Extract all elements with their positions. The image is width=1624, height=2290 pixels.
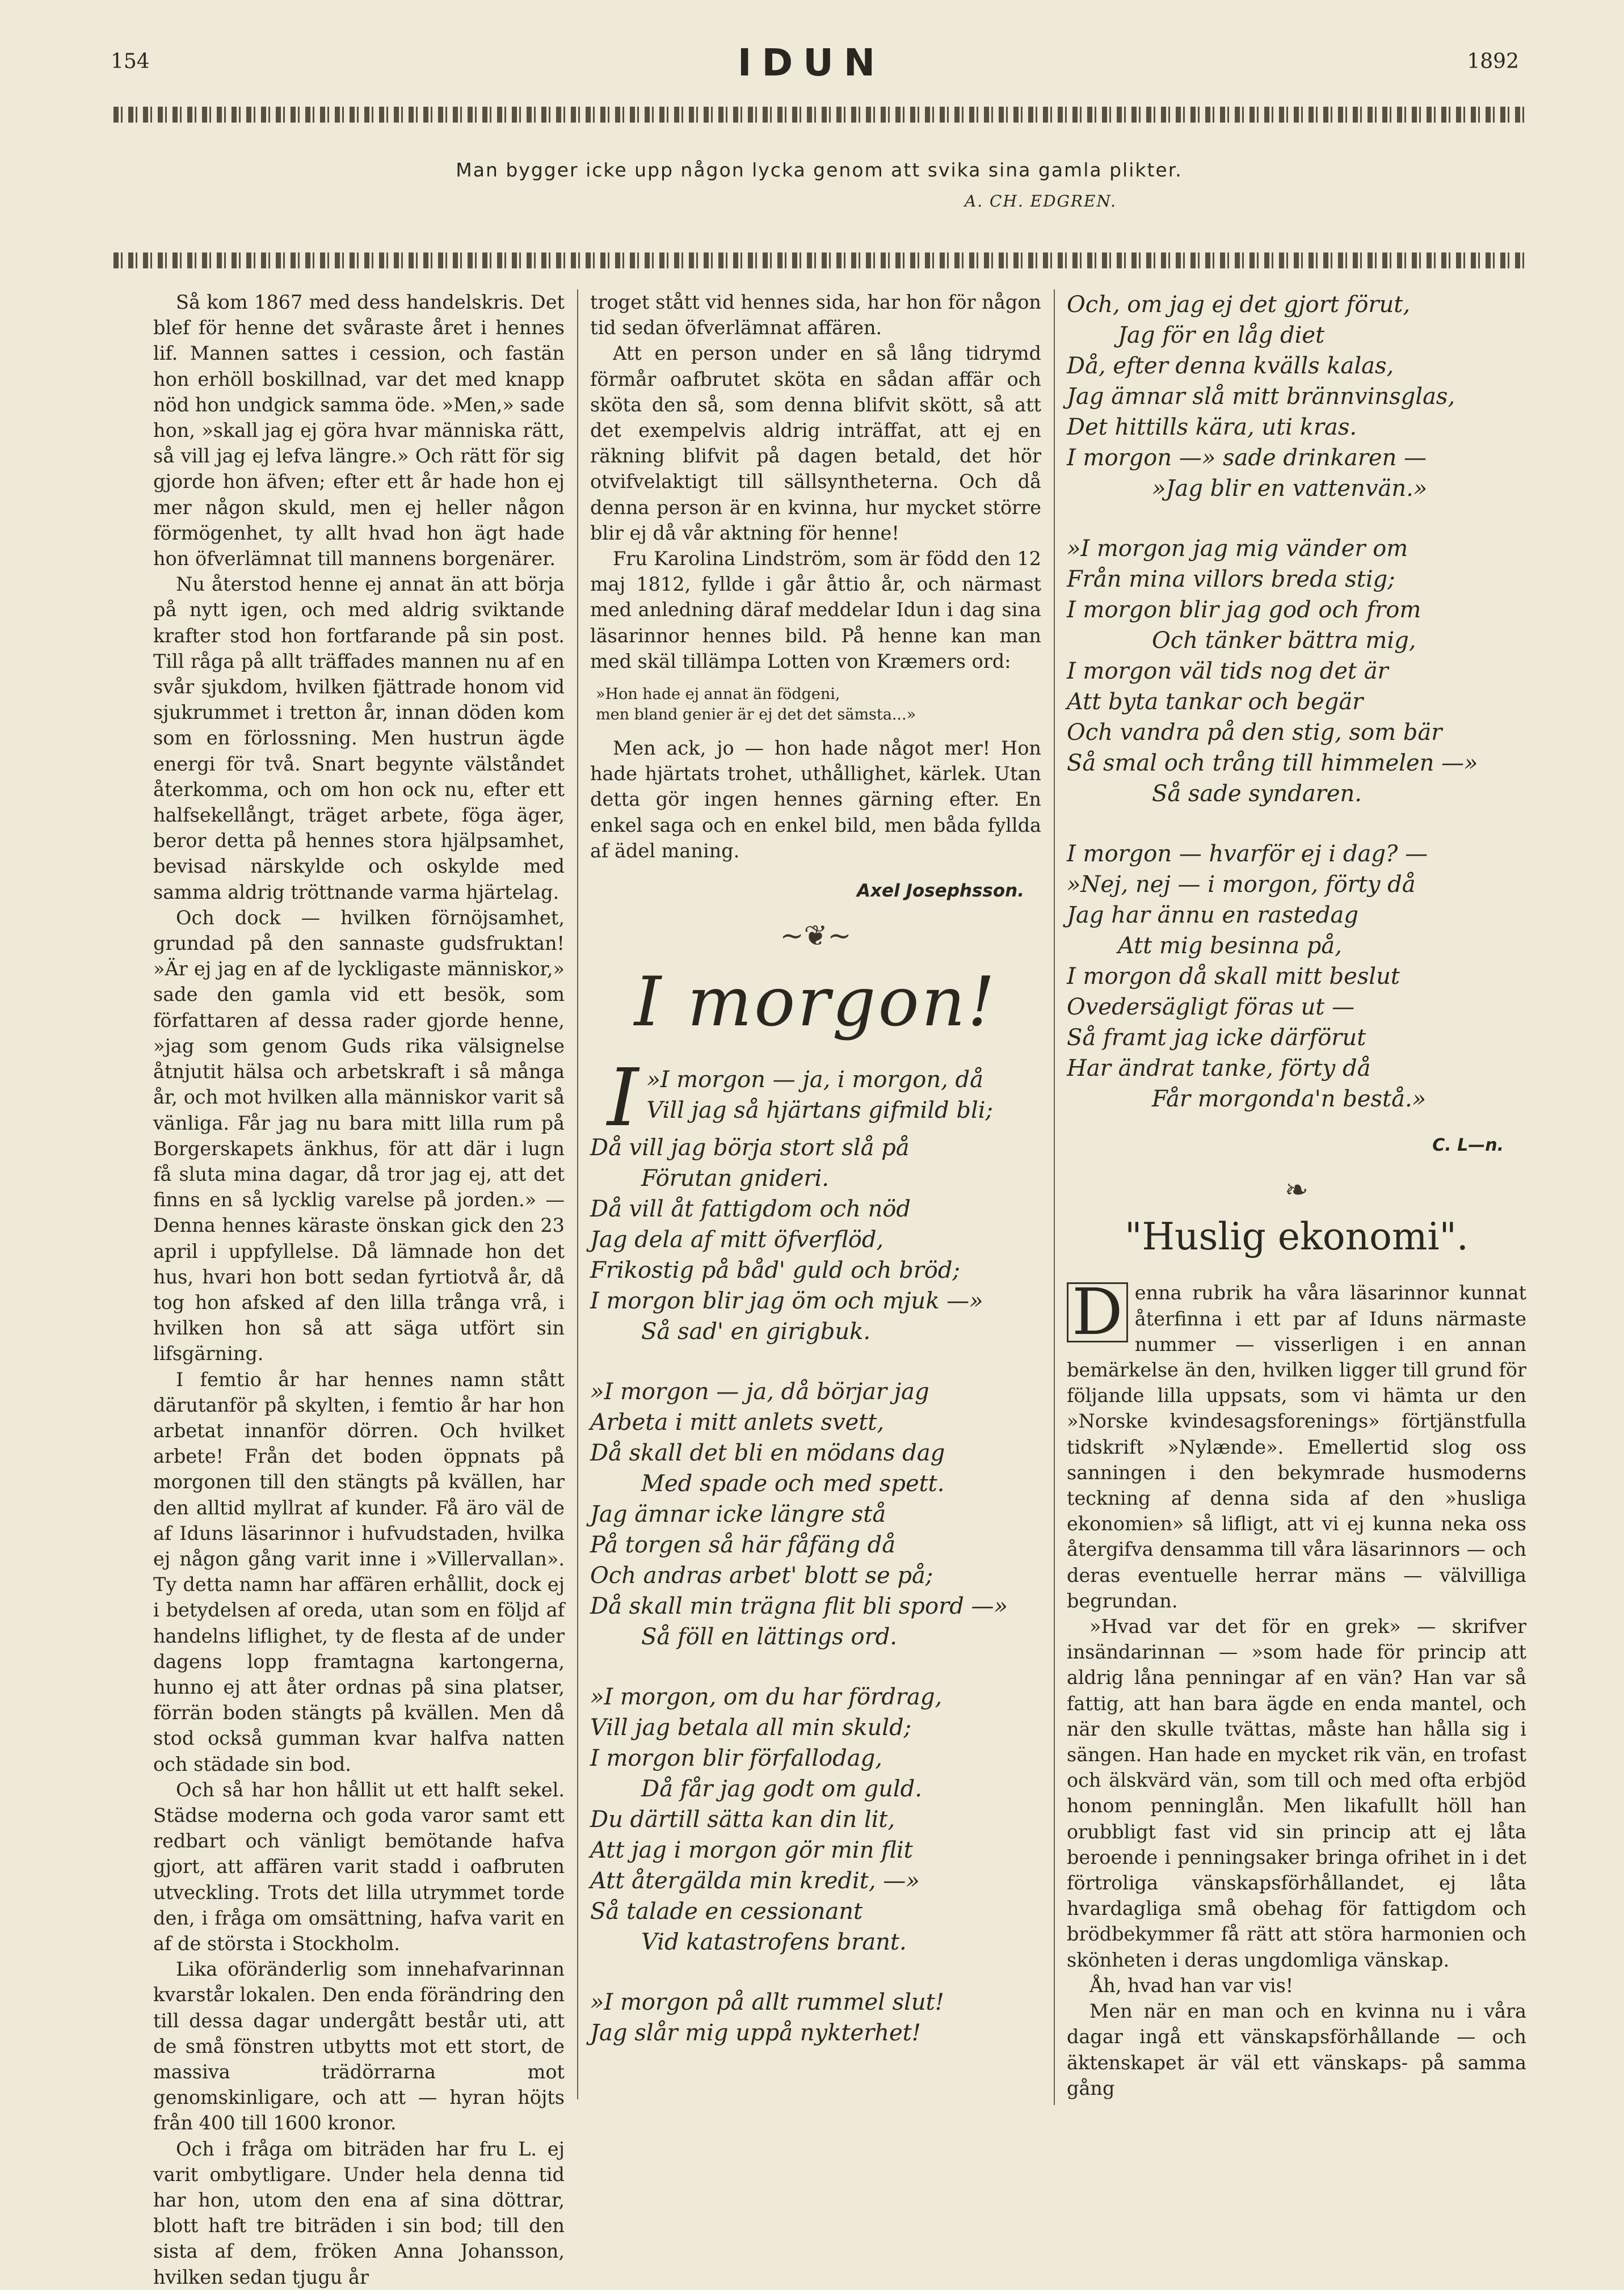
poem-line: Då vill åt fattigdom och nöd <box>590 1196 911 1223</box>
poem-line: Förutan gnideri. <box>641 1165 829 1192</box>
poem-line: Jag ämnar icke längre stå <box>590 1501 886 1528</box>
poem-line: I morgon då skall mitt beslut <box>1067 963 1400 990</box>
paragraph <box>1067 1276 1526 1614</box>
poem-line: Ovedersägligt föras ut — <box>1067 994 1355 1020</box>
column-2 <box>590 289 1041 2078</box>
paragraph: troget stått vid hennes sida, har hon för någon tid sedan öfverlämnat affären. <box>590 291 1041 339</box>
poem-line: Det hittills kära, uti kras. <box>1067 414 1357 440</box>
poem-line: Då, efter denna kvälls kalas, <box>1067 353 1394 379</box>
paragraph: Men när en man och en kvinna nu i våra dagar ingå ett vänskapsförhållande — och äktenskapet är väl ett vänskaps- på samma gång <box>1067 2000 1526 2099</box>
poem-line: Att mig besinna på, <box>1118 933 1342 959</box>
poem-line: I morgon väl tids nog det är <box>1067 658 1389 684</box>
poem-line: »Nej, nej — i morgon, förty då <box>1067 872 1416 898</box>
poem-stanza <box>590 1376 1041 1652</box>
poem-line: Så smal och trång till himmelen —» <box>1067 750 1478 776</box>
poem-line: Får morgonda'n bestå.» <box>1152 1086 1427 1112</box>
motto: Man bygger icke upp någon lycka genom att svika sina gamla plikter. <box>456 159 1183 181</box>
poem-stanza <box>1067 533 1526 809</box>
paragraph: »Hvad var det för en grek» — skrifver insändarinnan — »som hade för princip att aldrig låna penningar af en vän? Han var så fattig, att han bara ägde en enda mantel, och när den skulle tvättas, måste han hålla sig i sängen. Han hade en mycket rik vän, en trofast och älskvärd vän, som till och med ofta erbjöd honom penninglån. Men likafullt höll han orubbligt fast vid sin princip att ej låta beroende i penningsaker bringa ofrihet in i det förtroliga vänskapsförhållandet, ej låta hvardagliga små obehag för fattigdom och brödbekymmer få rätt att störa harmonien och skönheten i deras ungdomliga vänskap. <box>1067 1615 1526 1971</box>
column-1 <box>153 289 565 2290</box>
poem-line: I morgon —» sade drinkaren — <box>1067 445 1427 471</box>
poem-stanza <box>590 1987 1041 2048</box>
poem-line: Vill jag så hjärtans gifmild bli; <box>646 1097 994 1124</box>
paragraph: Och så har hon hållit ut ett halft sekel. Städse moderna och goda varor samt ett redbart och vänligt bemötande hafva gjort, att affären varit stadd i oafbruten utveckling. Trots det lilla utrymmet torde den, i fråga om omsättning, hafva varit en af de största i Stockholm. <box>153 1778 565 1955</box>
poem-line: Från mina villors breda stig; <box>1067 566 1395 592</box>
paragraph: Åh, hvad han var vis! <box>1089 1974 1294 1997</box>
poem-line: Och vandra på den stig, som bär <box>1067 719 1442 746</box>
poem-line: Jag slår mig uppå nykterhet! <box>590 2020 921 2047</box>
poem-line: Och andras arbet' blott se på; <box>590 1563 933 1589</box>
paragraph: Lika oföränderlig som innehafvarinnan kvarstår lokalen. Den enda förändring den till dessa dagar undergått består uti, att de små fönstren utbytts mot ett stort, de massiva trädörrarna mot genomskinligare, och att — hyran höjts från 400 till 1600 kronor. <box>153 1958 565 2135</box>
poem-line: Jag har ännu en rastedag <box>1067 902 1358 928</box>
poem-line: Så framt jag icke därförut <box>1067 1025 1366 1051</box>
poem-line: Att byta tankar och begär <box>1067 689 1364 715</box>
paragraph: Nu återstod henne ej annat än att börja på nytt igen, och med aldrig sviktande krafter stod hon fortfarande på sin post. Till råga på allt träffades mannen nu af en svår sjukdom, hvilken fjättrade honom vid sjukrummet i tretton år, innan döden kom som en förlossning. Men hustrun ägde energi för två. Snart begynte välståndet återkomma, och om hon ock nu, efter ett halfsekellångt, träget arbete, föga äger, beror detta på hennes stora hjälpsamhet, bevisad närskylde och oskylde med samma aldrig tröttnande varma hjärtelag. <box>153 573 565 903</box>
paragraph: Så kom 1867 med dess handelskris. Det blef för henne det svåraste året i hennes lif. Mannen sattes i cession, och fastän hon erhöll boskillnad, var det med knapp nöd hon undgick samma öde. »Men,» sade hon, »skall jag ej göra hvar människa rätt, så vill jag ej lefva längre.» Och rätt för sig gjorde hon äfven; efter ett år hade hon ej mer någon skuld, men ej heller någon förmögenhet, ty allt hvad hon ägt hade hon öfverlämnat till mannens borgenärer. <box>153 291 565 570</box>
poem-line: Så sade syndaren. <box>1152 781 1362 807</box>
poem-line: I morgon blir jag öm och mjuk —» <box>590 1288 983 1315</box>
poem-line: Du därtill sätta kan din lit, <box>590 1807 895 1833</box>
poem-line: I morgon — hvarför ej i dag? — <box>1067 841 1428 867</box>
poem-line: Med spade och med spett. <box>641 1471 945 1497</box>
poem-line: I morgon blir förfallodag, <box>590 1745 882 1772</box>
ornamental-rule-bottom <box>113 252 1525 268</box>
poem-line: Jag dela af mitt öfverflöd, <box>590 1227 884 1253</box>
paragraph: Att en person under en så lång tidrymd förmår oafbrutet sköta en sådan affär och sköta den så, som denna blifvit skött, så att det exempelvis aldrig inträffat, att ej en räkning blifvit på dagen betald, det hör otvifvelaktigt till sällsyntheterna. Och då denna person är en kvinna, hur mycket större blir ej då vår aktning för henne! <box>590 342 1041 544</box>
poem-line: Har ändrat tanke, förty då <box>1067 1055 1371 1081</box>
flourish-ornament: ~❦~ <box>780 919 852 953</box>
article-title: "Huslig ekonomi". <box>1125 1215 1469 1259</box>
paragraph: I femtio år har hennes namn stått därutanför på skylten, i femtio år har hon arbetat innanför dörren. Och hvilket arbete! Från det boden öppnats på morgonen till den stängts på kvällen, har den alltid myllrat af kunder. Få äro väl de af Iduns läsarinnor i hufvudstaden, hvilka ej någon gång varit inne i »Villervallan». Ty detta namn har affären erhållit, dock ej i betydelsen af oreda, utan som en följd af handelns liflighet, ty de flesta af de under dagens lopp framtagna kartongerna, hunno ej att åter ordnas på sina platser, förrän boden stängts på kvällen. Men då stod också gumman kvar halfva natten och städade sin bod. <box>153 1368 565 1775</box>
poem-line: Och tänker bättra mig, <box>1152 628 1416 654</box>
poem-stanza <box>590 1052 1041 1347</box>
poem-line: »Jag blir en vattenvän.» <box>1152 475 1428 502</box>
poem-line: Så talade en cessionant <box>590 1898 863 1925</box>
paragraph-text: enna rubrik ha våra läsarinnor kunnat återfinna i ett par af Iduns närmaste nummer — visserligen i en annan bemärkelse än den, hvilken ligger till grund för följande lilla uppsats, som vi hämta ur den »Norske kvindesagsforenings» förtjänstfulla tidskrift »Nylænde». Emellertid slog oss sanningen i den bekymrade husmoderns teckning af denna sida af den »husliga ekonomien» så lifligt, att vi ej kunna neka oss återgifva densamma till våra läsarinnors — och deras eventuelle herrar mäns — välvilliga begrundan. <box>1067 1282 1526 1612</box>
poem-line: Jag för en låg diet <box>1118 322 1325 348</box>
poem-line: Att jag i morgon gör min flit <box>590 1837 913 1864</box>
paragraph: Men ack, jo — hon hade något mer! Hon hade hjärtats trohet, uthållighet, kärlek. Utan detta gör ingen hennes gärning efter. En enkel saga och en enkel bild, men båda fyllda af ädel maning. <box>590 737 1041 862</box>
poem-line: »I morgon, om du har fördrag, <box>590 1684 943 1711</box>
poem-line: Att återgälda min kredit, —» <box>590 1868 920 1895</box>
column-divider <box>577 289 578 2099</box>
poem-stanza <box>1067 289 1526 504</box>
poem-title: I morgon! <box>634 963 998 1042</box>
masthead-title: IDUN <box>737 41 886 85</box>
poem-signature: C. L—n. <box>1432 1135 1504 1155</box>
poem-line: »I morgon — ja, i morgon, då <box>646 1067 983 1093</box>
motto-signature: A. CH. EDGREN. <box>965 192 1117 211</box>
poem-line: Jag ämnar slå mitt brännvinsglas, <box>1067 384 1455 410</box>
page-number: 154 <box>111 50 150 73</box>
poem-line: I morgon blir jag god och from <box>1067 597 1421 623</box>
paragraph: Fru Karolina Lindström, som är född den 12 maj 1812, fyllde i går åttio år, och närmast med anledning däraf meddelar Idun i dag sina läsarinnor hennes bild. På henne kan man med skäl tillämpa Lotten von Kræmers ord: <box>590 548 1041 672</box>
poem-line: Då skall det bli en mödans dag <box>590 1440 945 1467</box>
paragraph: Och dock — hvilken förnöjsamhet, grundad på den sannaste gudsfruktan! »Är ej jag en af de lyckligaste människor,» sade den gamla vid ett besök, som författaren af dessa rader gjorde henne, »jag som genom Guds rika välsignelse åtnjutit hälsa och arbetskraft i så många år, och mot hvilken alla människor varit så vänliga. Får jag nu bara mitt lilla rum på Borgerskapets änkhus, för att där i lugn få sluta mina dagar, då tror jag ej, att det finns en så lycklig varelse på jorden.» — Denna hennes käraste önskan gick den 23 april i uppfyllelse. Då lämnade hon det hus, hvari hon bott sedan fyrtiotvå år, då tog hon afsked af den lilla trånga vrå, i hvilken hon så att säga utfört sin lifsgärning. <box>153 906 565 1365</box>
poem-line: Då får jag godt om guld. <box>641 1776 922 1803</box>
quote-line: »Hon hade ej annat än födgeni, <box>596 685 840 704</box>
poem-line: Så sad' en girigbuk. <box>641 1319 871 1345</box>
quotation <box>596 684 1041 725</box>
poem-line: Då vill jag börja stort slå på <box>590 1135 910 1161</box>
poem-line: Vill jag betala all min skuld; <box>590 1715 912 1741</box>
ornamental-rule-top <box>113 107 1525 123</box>
year: 1892 <box>1467 50 1519 73</box>
poem-line: Arbeta i mitt anlets svett, <box>590 1409 885 1436</box>
poem-line: Och, om jag ej det gjort förut, <box>1067 292 1411 318</box>
column-3 <box>1067 289 1526 2101</box>
quote-line: men bland genier är ej det det sämsta...» <box>596 706 916 724</box>
knot-ornament: ❧ <box>1285 1173 1309 1207</box>
poem-line: »I morgon på allt rummel slut! <box>590 1989 944 2016</box>
poem-line: På torgen så här fåfäng då <box>590 1532 896 1559</box>
poem-line: Vid katastrofens brant. <box>641 1929 907 1956</box>
poem-stanza <box>590 1682 1041 1958</box>
decorated-initial: I <box>607 1052 639 1145</box>
paragraph: Och i fråga om biträden har fru L. ej varit ombytligare. Under hela denna tid har hon, utom den ena af sina döttrar, blott haft tre biträden i sin bod; till den sista af dem, fröken Anna Johansson, hvilken sedan tjugu år <box>153 2137 565 2288</box>
poem-line: Frikostig på båd' guld och bröd; <box>590 1257 960 1284</box>
poem-line: »I morgon jag mig vänder om <box>1067 536 1408 562</box>
author-signature: Axel Josephsson. <box>856 881 1024 902</box>
poem-line: Så föll en lättings ord. <box>641 1624 898 1651</box>
poem-line: Då skall min trägna flit bli spord —» <box>590 1593 1008 1620</box>
poem-line: »I morgon — ja, då börjar jag <box>590 1379 929 1405</box>
poem-stanza <box>1067 839 1526 1114</box>
decorated-initial: D <box>1067 1282 1128 1342</box>
column-divider <box>1054 289 1055 2105</box>
